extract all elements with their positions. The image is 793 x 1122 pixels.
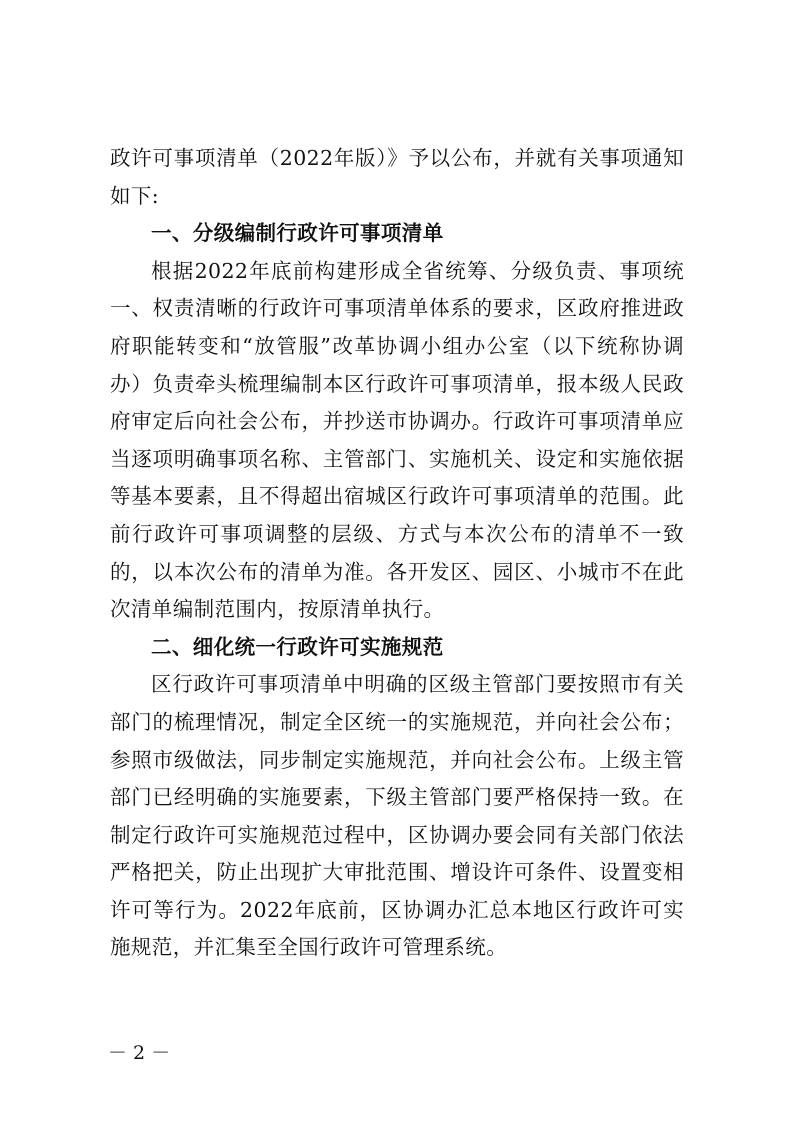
section-1-heading: 一、分级编制行政许可事项清单: [151, 221, 444, 246]
opening-paragraph: 政许可事项清单（2022年版）》予以公布，并就有关事项通知如下:: [110, 146, 684, 208]
section-1-paragraph: 根据2022年底前构建形成全省统筹、分级负责、事项统一、权责清晰的行政许可事项清单体系的要求，区政府推进政府职能转变和“放管服”改革协调小组办公室（以下统称协调办）负责牵头梳理编制本区行政许可事项清单，报本级人民政府审定后向社会公布，并抄送市协调办。行政许可事项清单应当逐项明确事项名称、主管部门、实施机关、设定和实施依据等基本要素，且不得超出宿城区行政许可事项清单的范围。此前行政许可事项调整的层级、方式与本次公布的清单不一致的，以本次公布的清单为准。各开发区、园区、小城市不在此次清单编制范围内，按原清单执行。: [110, 258, 684, 622]
section-2-heading: 二、细化统一行政许可实施规范: [151, 634, 444, 659]
document-body: [110, 140, 684, 967]
section-2-paragraph: 区行政许可事项清单中明确的区级主管部门要按照市有关部门的梳理情况，制定全区统一的实施规范，并向社会公布；参照市级做法，同步制定实施规范，并向社会公布。上级主管部门已经明确的实施要素，下级主管部门要严格保持一致。在制定行政许可实施规范过程中，区协调办要会同有关部门依法严格把关，防止出现扩大审批范围、增设许可条件、设置变相许可等行为。2022年底前，区协调办汇总本地区行政许可实施规范，并汇集至全国行政许可管理系统。: [110, 672, 684, 960]
page-number: － 2 －: [108, 1042, 171, 1064]
